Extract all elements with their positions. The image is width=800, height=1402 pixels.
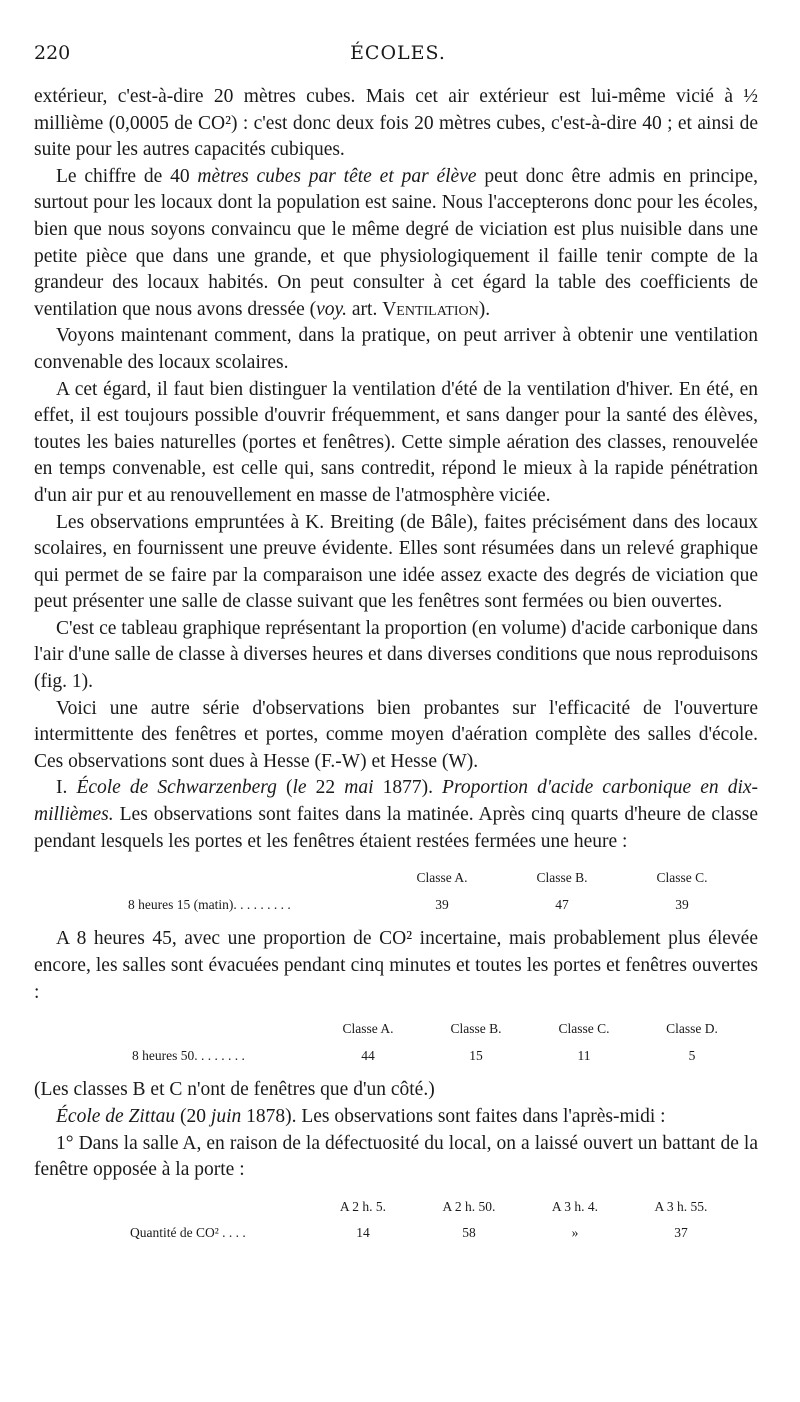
paragraph: (Les classes B et C n'ont de fenêtres que d'un côté.) (34, 1079, 435, 1101)
text-run: Les observations sont faites dans la matinée. Après cinq quarts d'heure de classe pendant lesquels les portes et les fenêtres étaient restées fermées une heure : (34, 804, 758, 852)
text-run: (20 (175, 1105, 211, 1127)
paragraph (34, 164, 758, 324)
italic-run: Proportion d'acide carbonique en dix-millièmes. (34, 777, 759, 826)
column-header: Classe C. (558, 1021, 610, 1037)
row-label: Quantité de CO² . . . . (130, 1225, 246, 1241)
column-header: Classe A. (416, 870, 468, 886)
table-cell: 39 (435, 896, 449, 912)
column-header: A 3 h. 4. (551, 1198, 599, 1214)
column-header: Classe B. (536, 870, 588, 886)
italic-run: juin (210, 1105, 242, 1127)
row-label: 8 heures 50. . . . . . . . (132, 1047, 245, 1063)
table-cell: 15 (469, 1047, 483, 1063)
running-head: ÉCOLES. (350, 42, 446, 64)
italic-run: École de Zittau (56, 1105, 176, 1127)
column-header: A 2 h. 50. (442, 1198, 496, 1214)
column-header: A 2 h. 5. (339, 1198, 387, 1214)
text-run: 1878). Les observations sont faites dans l'après-midi : (241, 1105, 666, 1127)
small-caps-run: Ventilation (382, 298, 479, 320)
paragraph: C'est ce tableau graphique représentant la proportion (en volume) d'acide carbonique dans l'air d'une salle de classe à diverses heures et dans diverses conditions que nous reproduisons (fig. 1). (34, 617, 759, 693)
data-table-1 (128, 865, 742, 918)
table-row (128, 892, 742, 919)
italic-run: voy. (316, 298, 347, 320)
table-row (130, 1220, 734, 1247)
paragraph: Les observations empruntées à K. Breiting (de Bâle), faites précisément dans des locaux scolaires, en fournissent une preuve évidente. Elles sont résumées dans un relevé graphique qui permet de se faire par la comparaison une idée assez exacte des degrés de viciation que peut présenter une salle de classe suivant que les fenêtres sont fermées ou bien ouvertes. (34, 511, 758, 613)
italic-run: École de Schwarzenberg (76, 777, 277, 799)
paragraph (34, 1104, 758, 1131)
column-header: Classe C. (656, 870, 708, 886)
table-cell: 37 (674, 1225, 688, 1241)
paragraph: 1° Dans la salle A, en raison de la défectuosité du local, on a laissé ouvert un battant de la fenêtre opposée à la porte : (34, 1132, 758, 1181)
table-cell (128, 865, 382, 892)
table-header-row (130, 1194, 734, 1221)
paragraph: Voyons maintenant comment, dans la pratique, on peut arriver à obtenir une ventilation convenable des locaux scolaires. (34, 325, 758, 373)
table-cell (130, 1194, 310, 1221)
text-run: ). (478, 298, 491, 320)
column-header: A 3 h. 55. (654, 1198, 708, 1214)
text-run: 1877). (373, 777, 443, 799)
table-cell: 44 (361, 1047, 375, 1063)
data-table-2 (132, 1016, 746, 1069)
data-table-3 (130, 1194, 734, 1247)
page-number: 220 (34, 42, 71, 64)
paragraph: A 8 heures 45, avec une proportion de CO² incertaine, mais probablement plus élevée encore, les salles sont évacuées pendant cinq minutes et toutes les portes et fenêtres ouvertes : (34, 928, 758, 1003)
italic-run: le (292, 777, 307, 799)
column-header: Classe D. (666, 1021, 718, 1037)
table-cell: 5 (688, 1047, 696, 1063)
page-body (34, 84, 758, 1255)
italic-run: mai (344, 777, 374, 799)
text-run: art. (347, 298, 383, 320)
paragraph (34, 775, 758, 855)
column-header: Classe A. (342, 1021, 394, 1037)
column-header: Classe B. (450, 1021, 502, 1037)
paragraph: Voici une autre série d'observations bien probantes sur l'efficacité de l'ouverture intermittente des fenêtres et portes, comme moyen d'aération complète des salles d'école. Ces observations sont dues à Hesse (F.-W) et Hesse (W). (34, 697, 758, 772)
table-cell: 14 (356, 1225, 370, 1241)
row-label: 8 heures 15 (matin). . . . . . . . . (128, 896, 291, 912)
table-cell: 58 (462, 1225, 476, 1241)
table-cell (132, 1016, 314, 1043)
table-cell: 47 (555, 896, 569, 912)
text-run: Le chiffre de 40 (56, 165, 198, 187)
text-run: peut donc être admis en principe, surtout pour les locaux dont la population est saine. Nous l'accepterons donc pour les écoles, bien que nous soyons convaincu que le même degré de viciation est plus nuisible dans une petite pièce que dans une grande, et que physiologiquement il faille tenir compte de la grandeur des locaux habités. On peut consulter à cet égard la table des coefficients de ventilation que nous avons dressée ( (34, 165, 758, 320)
table-row (132, 1043, 746, 1070)
text-run: I. (56, 777, 77, 799)
text-run: ( (276, 777, 293, 799)
table-header-row (132, 1016, 746, 1043)
paragraph: A cet égard, il faut bien distinguer la ventilation d'été de la ventilation d'hiver. En été, en effet, il est toujours possible d'ouvrir fréquemment, et sans danger pour la santé des élèves, toutes les baies naturelles (portes et fenêtres). Cette simple aération des classes, renouvelée en temps convenable, est celle qui, sans contredit, répond le mieux à la rapide pénétration d'un air pur et au renouvellement en masse de l'atmosphère viciée. (34, 378, 758, 506)
italic-run: mètres cubes par tête et par élève (197, 165, 477, 187)
text-run: 22 (306, 777, 345, 799)
table-cell: 39 (675, 896, 689, 912)
table-header-row (128, 865, 742, 892)
table-cell: » (571, 1225, 579, 1241)
paragraph: extérieur, c'est-à-dire 20 mètres cubes. Mais cet air extérieur est lui-même vicié à ½ millième (0,0005 de CO²) : c'est donc deux fois 20 mètres cubes, c'est-à-dire 40 ; et ainsi de suite pour les autres capacités cubiques. (34, 86, 758, 161)
page-header (34, 42, 762, 72)
table-cell: 11 (577, 1047, 591, 1063)
